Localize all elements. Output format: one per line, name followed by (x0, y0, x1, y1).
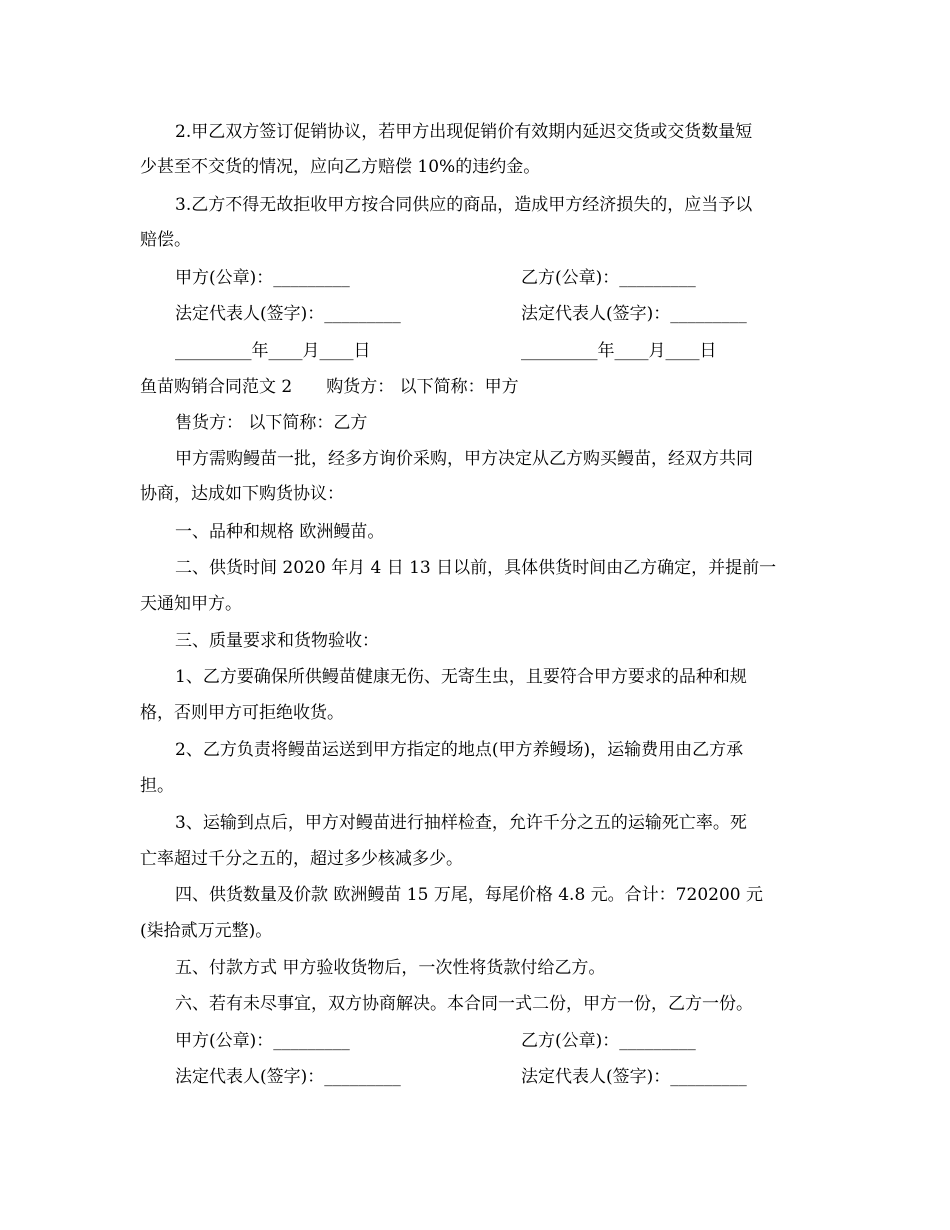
section-6: 六、若有未尽事宜，双方协商解决。本合同一式二份，甲方一份，乙方一份。 (175, 994, 753, 1014)
party-b-seal-line-2: 乙方(公章)：_________ (521, 1031, 696, 1051)
contract-2-header: 鱼苗购销合同范文 2 购货方： 以下简称：甲方 (140, 377, 519, 397)
section-3-2-line-2: 担。 (140, 776, 174, 796)
section-5: 五、付款方式 甲方验收货物后，一次性将货款付给乙方。 (175, 958, 606, 978)
party-b-rep-line: 法定代表人(签字)：_________ (521, 304, 747, 324)
section-3-heading: 三、质量要求和货物验收： (175, 631, 379, 651)
party-a-rep-line: 法定代表人(签字)：_________ (175, 304, 401, 324)
party-b-seal-line: 乙方(公章)：_________ (521, 268, 696, 288)
section-2-line-2: 天通知甲方。 (140, 594, 242, 614)
party-a-date-line: _________年____月____日 (175, 341, 371, 361)
section-4-line-1: 四、供货数量及价款 欧洲鳗苗 15 万尾，每尾价格 4.8 元。合计：720200 元 (175, 885, 763, 905)
party-b-date-line: _________年____月____日 (521, 341, 717, 361)
party-b-rep-line-2: 法定代表人(签字)：_________ (521, 1067, 747, 1087)
section-3-1-line-1: 1、乙方要确保所供鳗苗健康无伤、无寄生虫，且要符合甲方要求的品种和规 (175, 667, 747, 687)
section-4-line-2: (柒拾贰万元整)。 (140, 921, 273, 941)
clause-2-line-2: 少甚至不交货的情况，应向乙方赔偿 10%的违约金。 (140, 157, 541, 177)
section-3-3-line-1: 3、运输到点后，甲方对鳗苗进行抽样检查，允许千分之五的运输死亡率。死 (175, 813, 747, 833)
party-a-seal-line-2: 甲方(公章)：_________ (175, 1031, 350, 1051)
section-3-3-line-2: 亡率超过千分之五的，超过多少核减多少。 (140, 849, 463, 869)
intro-line-2: 协商，达成如下购货协议： (140, 484, 344, 504)
section-2-line-1: 二、供货时间 2020 年月 4 日 13 日以前，具体供货时间由乙方确定，并提前一 (175, 558, 777, 578)
clause-2-line-1: 2.甲乙双方签订促销协议，若甲方出现促销价有效期内延迟交货或交货数量短 (175, 122, 753, 142)
party-a-seal-line: 甲方(公章)：_________ (175, 268, 350, 288)
intro-line-1: 甲方需购鳗苗一批，经多方询价采购，甲方决定从乙方购买鳗苗，经双方共同 (175, 449, 753, 469)
seller-line: 售货方： 以下简称：乙方 (175, 413, 368, 433)
clause-3-line-1: 3.乙方不得无故拒收甲方按合同供应的商品，造成甲方经济损失的，应当予以 (175, 195, 753, 215)
section-1: 一、品种和规格 欧洲鳗苗。 (175, 522, 385, 542)
section-3-2-line-1: 2、乙方负责将鳗苗运送到甲方指定的地点(甲方养鳗场)，运输费用由乙方承 (175, 740, 744, 760)
section-3-1-line-2: 格，否则甲方可拒绝收货。 (140, 703, 344, 723)
party-a-rep-line-2: 法定代表人(签字)：_________ (175, 1067, 401, 1087)
clause-3-line-2: 赔偿。 (140, 230, 191, 250)
